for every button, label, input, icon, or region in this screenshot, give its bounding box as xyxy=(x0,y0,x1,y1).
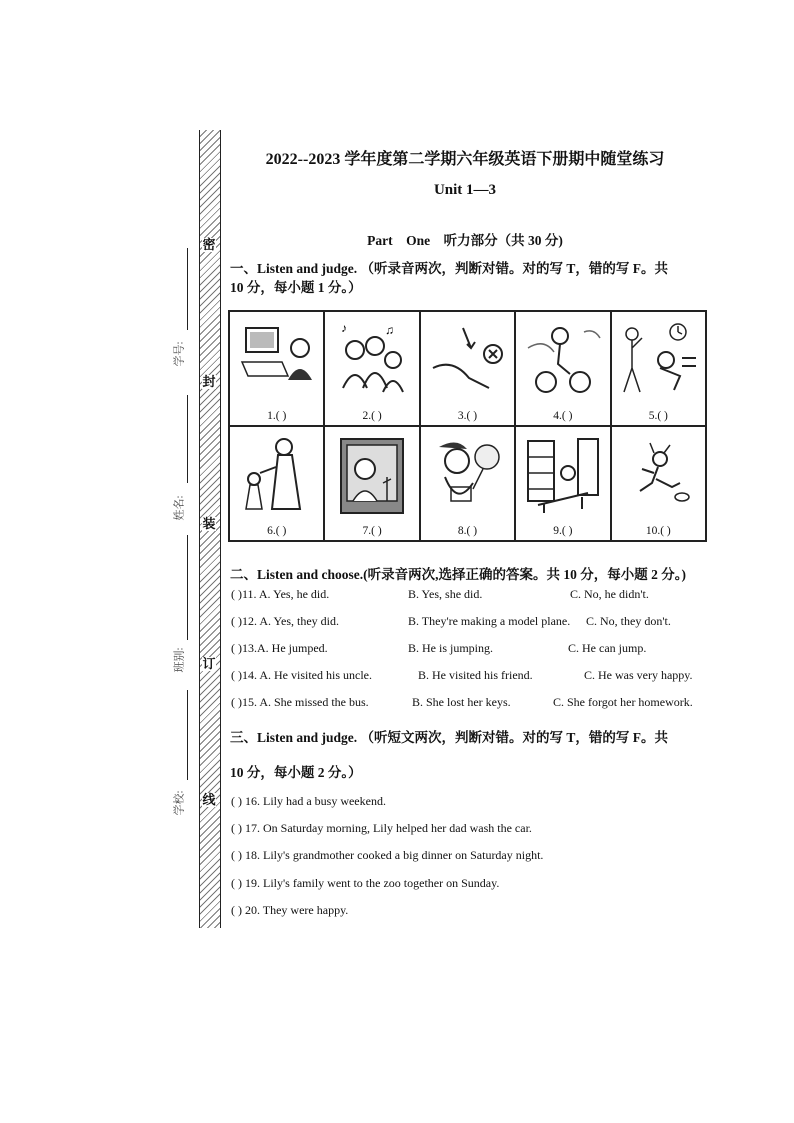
answer-blank[interactable]: 7.( ) xyxy=(362,525,382,537)
class-label: 班别: xyxy=(173,647,186,673)
svg-text:♪: ♪ xyxy=(341,321,348,335)
answer-blank[interactable]: 2.( ) xyxy=(362,410,382,422)
question-13-option-b: B. He is jumping. xyxy=(408,641,494,655)
picture-cell xyxy=(420,311,515,426)
answer-blank[interactable]: 1.( ) xyxy=(267,410,287,422)
question-18[interactable]: ( ) 18. Lily's grandmother cooked a big dinner on Saturday night. xyxy=(231,848,544,862)
ride-bike-picture xyxy=(524,318,602,406)
unit-title: Unit 1—3 xyxy=(433,182,497,198)
answer-blank[interactable]: 4.( ) xyxy=(553,410,573,422)
name-label: 姓名: xyxy=(173,495,186,521)
question-19[interactable]: ( ) 19. Lily's family went to the zoo together on Sunday. xyxy=(231,876,500,890)
picture-cell xyxy=(324,311,419,426)
run-late-picture xyxy=(620,318,698,406)
question-11-option-b: B. Yes, she did. xyxy=(408,587,483,601)
question-14-option-c: C. He was very happy. xyxy=(584,668,693,682)
class-line[interactable] xyxy=(187,535,188,640)
girl-running-picture xyxy=(620,433,698,521)
answer-blank[interactable]: 9.( ) xyxy=(553,525,573,537)
section3-heading: 三、Listen and judge. （听短文两次，判断对错。对的写 T，错的写 F。共 xyxy=(230,730,669,745)
question-13-stem[interactable]: ( )13.A. He jumped. xyxy=(231,641,328,655)
picture-cell xyxy=(611,311,706,426)
section3-heading-cont: 10 分，每小题 2 分。） xyxy=(230,765,362,780)
answer-blank[interactable]: 5.( ) xyxy=(648,410,668,422)
answer-blank[interactable]: 8.( ) xyxy=(457,525,478,537)
question-15-stem[interactable]: ( )15. A. She missed the bus. xyxy=(231,695,369,709)
student-id-label: 学号: xyxy=(173,341,186,367)
question-14-option-b: B. He visited his friend. xyxy=(418,668,533,682)
svg-text:♫: ♫ xyxy=(385,323,395,337)
question-11-option-c: C. No, he didn't. xyxy=(570,587,649,601)
question-13-option-c: C. He can jump. xyxy=(568,641,647,655)
name-line[interactable] xyxy=(187,395,188,483)
picture-cell xyxy=(229,426,324,541)
picture-cell xyxy=(420,426,515,541)
picture-cell xyxy=(515,426,610,541)
seal-char: 线 xyxy=(202,792,216,807)
picture-cell xyxy=(515,311,610,426)
section1-heading: 一、Listen and judge. （听录音两次，判断对错。对的写 T，错的写 F。共 xyxy=(230,261,669,276)
part-title: Part One 听力部分（共 30 分) xyxy=(367,233,563,248)
window-picture xyxy=(333,433,411,521)
question-12-option-c: C. No, they don't. xyxy=(586,614,671,628)
student-id-line[interactable] xyxy=(187,248,188,330)
seal-char: 密 xyxy=(202,237,216,252)
library-picture xyxy=(524,433,602,521)
picture-cell xyxy=(611,426,706,541)
question-15-option-c: C. She forgot her homework. xyxy=(553,695,693,709)
question-11-stem[interactable]: ( )11. A. Yes, he did. xyxy=(231,587,330,601)
question-16[interactable]: ( ) 16. Lily had a busy weekend. xyxy=(231,794,386,808)
picture-cell xyxy=(324,426,419,541)
picture-grid xyxy=(228,310,707,542)
singing-picture xyxy=(333,318,411,406)
seal-char: 订 xyxy=(202,656,216,671)
question-12-stem[interactable]: ( )12. A. Yes, they did. xyxy=(231,614,340,628)
school-label: 学校: xyxy=(173,790,186,816)
section1-heading-cont: 10 分，每小题 1 分。） xyxy=(230,280,362,295)
question-20[interactable]: ( ) 20. They were happy. xyxy=(231,903,349,917)
question-17[interactable]: ( ) 17. On Saturday morning, Lily helped her dad wash the car. xyxy=(231,821,532,835)
answer-blank[interactable]: 10.( ) xyxy=(645,525,671,537)
answer-blank[interactable]: 3.( ) xyxy=(457,410,478,422)
kick-ball-picture xyxy=(429,318,507,406)
section2-heading: 二、Listen and choose.(听录音两次,选择正确的答案。共 10 分，每小题 2 分。) xyxy=(230,567,687,582)
question-15-option-b: B. She lost her keys. xyxy=(412,695,511,709)
picture-cell xyxy=(229,311,324,426)
cotton-candy-picture xyxy=(429,433,507,521)
exam-title: 2022--2023 学年度第二学期六年级英语下册期中随堂练习 xyxy=(265,151,665,168)
seal-char: 装 xyxy=(202,516,216,531)
school-line[interactable] xyxy=(187,690,188,780)
answer-blank[interactable]: 6.( ) xyxy=(267,525,287,537)
question-12-option-b: B. They're making a model plane. xyxy=(408,614,571,628)
question-14-stem[interactable]: ( )14. A. He visited his uncle. xyxy=(231,668,372,682)
grandma-picture xyxy=(238,433,316,521)
computer-picture xyxy=(238,318,316,406)
seal-char: 封 xyxy=(202,374,216,389)
